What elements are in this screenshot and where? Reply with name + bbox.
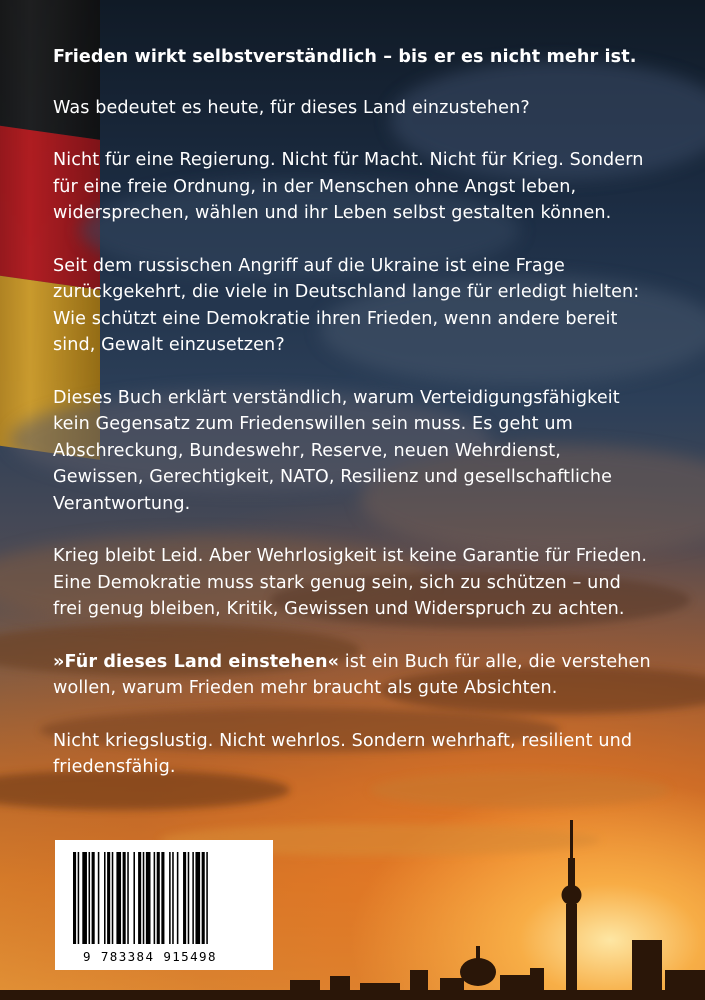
book-title-inline: »Für dieses Land einstehen« — [53, 651, 340, 672]
paragraph-closing: Nicht kriegslustig. Nicht wehrlos. Sondern wehrhaft, resilient und friedensfähig. — [53, 730, 633, 777]
isbn-barcode — [55, 840, 273, 970]
paragraph-book-title-callout — [53, 649, 653, 702]
callout-rest: ist ein Buch für alle, die verstehen wollen, warum Frieden mehr braucht als gute Absichten. — [53, 651, 651, 698]
isbn-number: 9 783384 915498 — [83, 949, 217, 964]
paragraph-question: Was bedeutet es heute, für dieses Land einzustehen? — [53, 97, 530, 118]
paragraph-freedom: Nicht für eine Regierung. Nicht für Macht. Nicht für Krieg. Sondern für eine freie Ordnung, in der Menschen ohne Angst leben, widersprechen, wählen und ihr Leben selbst gestalten können. — [53, 150, 644, 223]
barcode-bars — [73, 852, 255, 944]
headline: Frieden wirkt selbstverständlich – bis er es nicht mehr ist. — [53, 47, 637, 67]
paragraph-book-summary: Dieses Buch erklärt verständlich, warum Verteidigungsfähigkeit kein Gegensatz zum Friedenswillen sein muss. Es geht um Abschreckung, Bundeswehr, Reserve, neuen Wehrdienst, Gewissen, Gerechtigkeit, NATO, Resilienz und gesellschaftliche Verantwortung. — [53, 387, 620, 514]
paragraph-ukraine: Seit dem russischen Angriff auf die Ukraine ist eine Frage zurückgekehrt, die viele in Deutschland lange für erledigt hielten: Wie schützt eine Demokratie ihren Frieden, wenn andere bereit sind, Gewalt einzusetzen? — [53, 255, 640, 355]
blurb-text-block — [53, 44, 653, 781]
paragraph-war-suffering: Krieg bleibt Leid. Aber Wehrlosigkeit ist keine Garantie für Frieden. Eine Demokratie muss stark genug sein, sich zu schützen – und frei genug bleiben, Kritik, Gewissen und Widerspruch zu achten. — [53, 546, 648, 619]
